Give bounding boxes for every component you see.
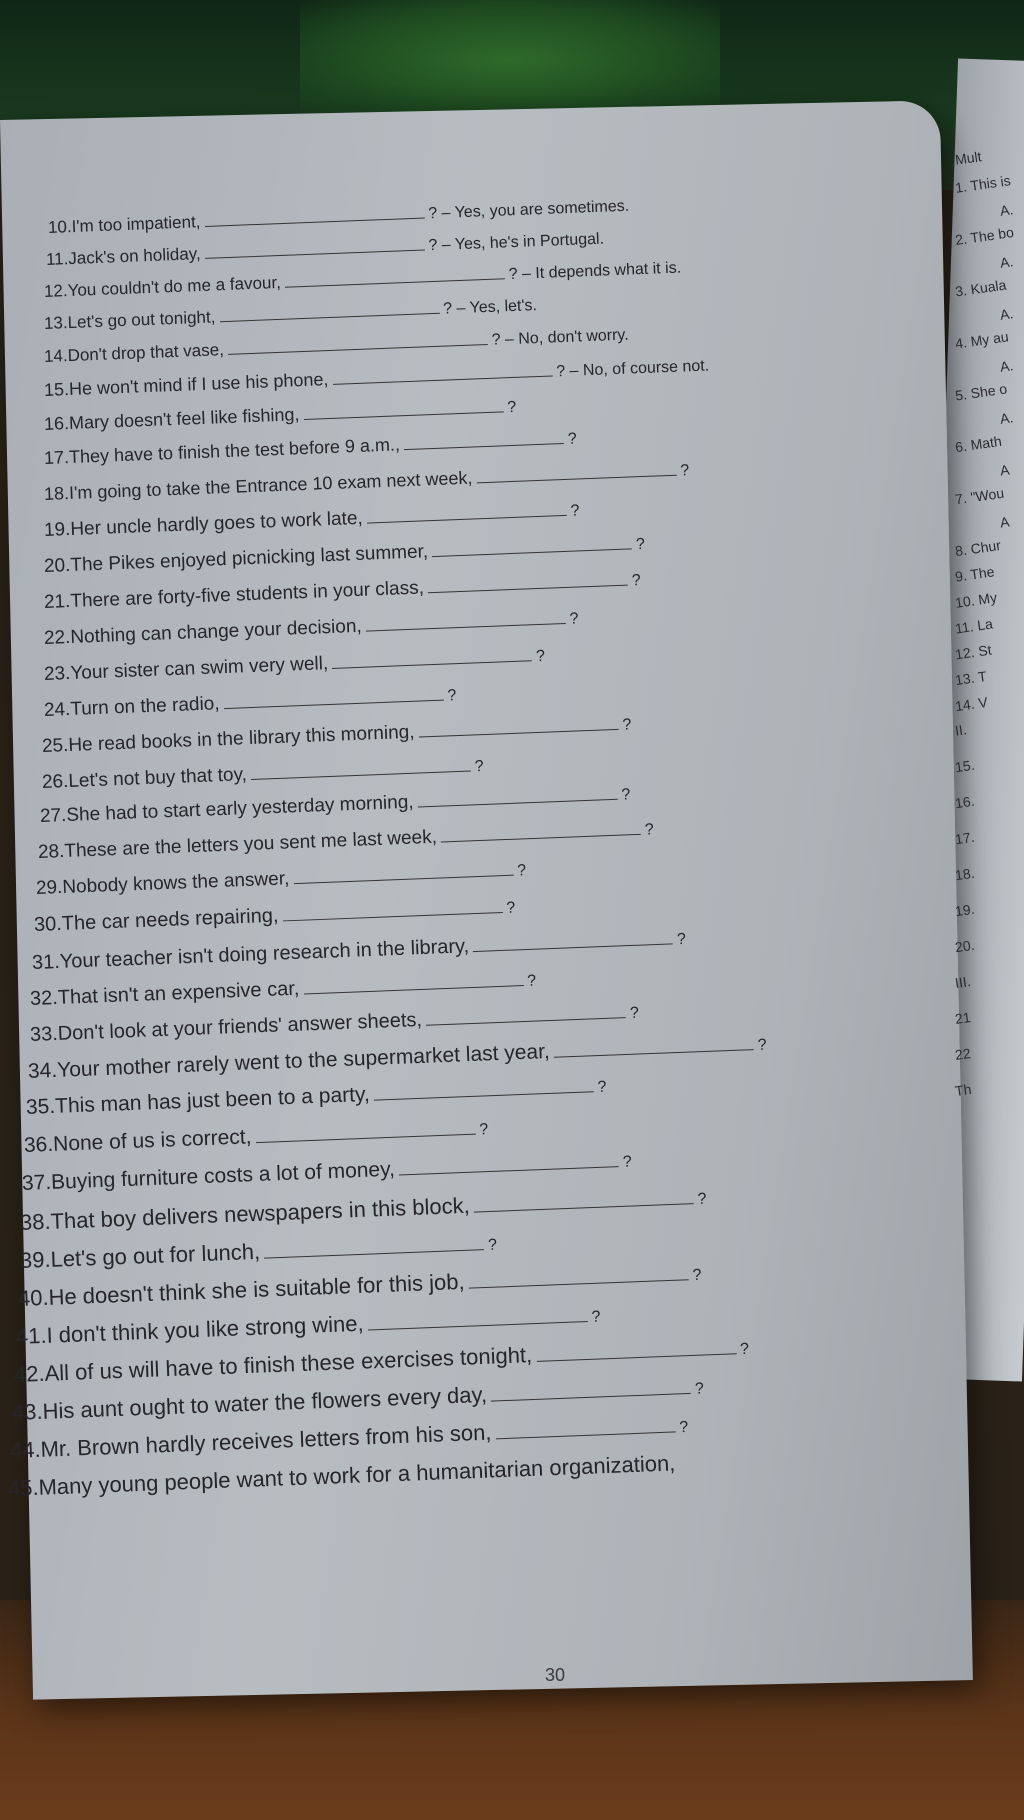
- facing-page-fragment: 17.: [953, 828, 976, 848]
- facing-page-fragment: A.: [998, 305, 1015, 323]
- answer-blank[interactable]: [441, 833, 641, 843]
- answer-blank[interactable]: [419, 728, 619, 738]
- item-number: 14.: [43, 346, 68, 366]
- item-response: ?: [506, 398, 517, 417]
- item-statement: I'm going to take the Entrance 10 exam next week,: [68, 467, 473, 504]
- item-response: ? – Yes, let's.: [442, 297, 538, 318]
- item-statement: You couldn't do me a favour,: [67, 272, 282, 301]
- item-response: ?: [679, 462, 690, 480]
- item-number: 23.: [43, 662, 71, 685]
- answer-blank[interactable]: [426, 1016, 626, 1026]
- item-response: ?: [567, 430, 578, 448]
- item-statement: The Pikes enjoyed picnicking last summer,: [69, 541, 429, 576]
- answer-blank[interactable]: [367, 514, 567, 524]
- item-response: ?: [644, 821, 655, 839]
- answer-blank[interactable]: [264, 1248, 484, 1258]
- facing-page-fragment: 20.: [953, 936, 976, 956]
- item-number: 29.: [35, 876, 63, 899]
- item-response: ?: [487, 1236, 498, 1255]
- page-number: 30: [545, 1665, 566, 1685]
- item-response: ? – Yes, he's in Portugal.: [428, 230, 605, 255]
- item-number: 28.: [37, 840, 65, 863]
- facing-page-fragment: II.: [953, 721, 968, 739]
- item-statement: All of us will have to finish these exercises tonight,: [44, 1342, 533, 1386]
- facing-page-fragment: 18.: [953, 864, 976, 884]
- item-statement: That boy delivers newspapers in this block,: [50, 1192, 471, 1234]
- item-statement: Nothing can change your decision,: [69, 615, 363, 648]
- item-number: 16.: [43, 413, 70, 434]
- answer-blank[interactable]: [473, 942, 673, 952]
- item-number: 35.: [25, 1094, 56, 1119]
- facing-page-fragment: 21: [953, 1008, 972, 1028]
- facing-page-fragment: Mult: [954, 148, 983, 168]
- item-number: 20.: [43, 554, 71, 577]
- answer-blank[interactable]: [474, 1202, 694, 1212]
- facing-page-fragment: 6. Math: [954, 432, 1003, 456]
- item-statement: He doesn't think she is suitable for this job,: [48, 1268, 466, 1310]
- item-number: 17.: [43, 447, 70, 468]
- answer-blank[interactable]: [432, 547, 632, 557]
- facing-page-fragment: A.: [998, 409, 1015, 427]
- facing-page-fragment: A.: [998, 253, 1015, 271]
- item-response: ?: [597, 1078, 607, 1097]
- item-number: 31.: [31, 950, 61, 974]
- item-response: ?: [676, 930, 687, 949]
- facing-page-fragment: A: [998, 461, 1011, 479]
- answer-blank[interactable]: [491, 1392, 691, 1402]
- facing-page-fragment: 15.: [953, 756, 976, 776]
- item-response: ?: [694, 1380, 705, 1398]
- item-number: 12.: [43, 281, 68, 301]
- item-response: ?: [631, 572, 641, 590]
- answer-blank[interactable]: [428, 584, 628, 594]
- item-number: 39.: [19, 1246, 52, 1273]
- item-number: 19.: [43, 518, 71, 541]
- facing-page-fragment: 4. My au: [954, 328, 1010, 352]
- answer-blank[interactable]: [418, 798, 618, 808]
- item-number: 13.: [43, 313, 68, 333]
- item-number: 36.: [23, 1132, 54, 1157]
- item-statement: Mary doesn't feel like fishing,: [68, 404, 300, 434]
- answer-blank[interactable]: [256, 1133, 476, 1143]
- answer-blank[interactable]: [554, 1048, 754, 1058]
- item-statement: Your teacher isn't doing research in the library,: [59, 935, 470, 973]
- facing-page-fragment: 3. Kuala: [954, 276, 1008, 300]
- answer-blank[interactable]: [283, 911, 503, 921]
- facing-page-fragment: 16.: [953, 792, 976, 812]
- item-response: ?: [526, 972, 537, 990]
- item-number: 43.: [11, 1398, 44, 1425]
- item-response: ?: [516, 862, 527, 880]
- item-statement: He read books in the library this morning,: [67, 721, 415, 756]
- answer-blank[interactable]: [293, 874, 513, 884]
- answer-blank[interactable]: [251, 770, 471, 780]
- item-statement: They have to finish the test before 9 a.m.,: [68, 434, 401, 468]
- item-statement: His aunt ought to water the flowers every day,: [42, 1381, 488, 1424]
- facing-page-fragment: 1. This is: [954, 172, 1012, 196]
- item-response: ?: [622, 716, 632, 734]
- item-statement: Don't drop that vase,: [67, 340, 225, 366]
- item-number: 41.: [15, 1322, 48, 1349]
- item-response: ? – No, don't worry.: [491, 326, 629, 349]
- item-statement: Your sister can swim very well,: [69, 653, 329, 684]
- answer-blank[interactable]: [368, 1320, 588, 1330]
- item-number: 45.: [7, 1474, 40, 1501]
- item-statement: Buying furniture costs a lot of money,: [50, 1157, 396, 1194]
- facing-page-fragment: 13. T: [954, 667, 988, 689]
- answer-blank[interactable]: [404, 442, 564, 450]
- item-number: 24.: [43, 698, 71, 721]
- item-number: 32.: [29, 986, 59, 1010]
- item-statement: Jack's on holiday,: [67, 244, 201, 269]
- item-statement: Don't look at your friends' answer sheets,: [57, 1008, 423, 1045]
- facing-page-fragment: 5. She o: [954, 380, 1009, 404]
- item-response: ?: [479, 1121, 489, 1139]
- item-statement: These are the letters you sent me last week,: [63, 826, 438, 862]
- item-number: 21.: [43, 590, 71, 613]
- answer-blank[interactable]: [366, 622, 566, 632]
- item-response: ? – It depends what it is.: [508, 259, 682, 284]
- facing-page-fragment: A.: [998, 357, 1015, 375]
- facing-page-fragment: 14. V: [954, 693, 989, 715]
- item-number: 40.: [17, 1284, 50, 1311]
- answer-blank[interactable]: [303, 984, 523, 994]
- item-statement: Let's not buy that toy,: [67, 764, 248, 792]
- facing-page-fragment: 22: [953, 1044, 972, 1064]
- answer-blank[interactable]: [224, 699, 444, 709]
- facing-page-fragment: 9. The: [954, 563, 996, 585]
- item-response: ?: [447, 687, 457, 705]
- item-number: 11.: [45, 249, 69, 269]
- item-number: 27.: [39, 804, 67, 827]
- item-response: ?: [679, 1418, 689, 1437]
- item-number: 30.: [33, 912, 63, 936]
- item-number: 37.: [21, 1170, 52, 1195]
- item-number: 34.: [27, 1058, 58, 1083]
- item-number: 26.: [41, 770, 69, 793]
- item-response: ?: [535, 647, 546, 666]
- item-statement: I'm too impatient,: [71, 212, 201, 237]
- item-statement: She had to start early yesterday morning,: [65, 791, 414, 826]
- facing-page-fragment: Th: [953, 1080, 973, 1100]
- item-response: ?: [474, 758, 484, 776]
- facing-page-fragment: A: [998, 513, 1011, 531]
- facing-page-fragment: A.: [998, 201, 1015, 219]
- item-number: 25.: [41, 734, 69, 757]
- facing-page-fragment: 10. My: [954, 589, 998, 611]
- item-number: 33.: [29, 1022, 59, 1046]
- answer-blank[interactable]: [332, 659, 532, 669]
- facing-page-fragment: 2. The bo: [954, 223, 1015, 249]
- item-number: 42.: [13, 1360, 46, 1387]
- item-statement: Mr. Brown hardly receives letters from his son,: [40, 1419, 492, 1462]
- item-response: ?: [757, 1036, 767, 1054]
- facing-page-fragment: 19.: [953, 900, 976, 920]
- item-statement: There are forty-five students in your class,: [69, 577, 425, 612]
- answer-blank[interactable]: [536, 1352, 736, 1362]
- item-statement: Her uncle hardly goes to work late,: [69, 507, 364, 540]
- facing-page-fragment: 11. La: [954, 615, 994, 637]
- answer-blank[interactable]: [399, 1165, 619, 1175]
- item-response: ?: [635, 535, 646, 554]
- item-statement: Turn on the radio,: [69, 693, 220, 720]
- item-statement: Let's go out tonight,: [67, 307, 216, 333]
- item-statement: The car needs repairing,: [61, 904, 279, 935]
- item-response: ?: [505, 899, 516, 917]
- item-response: ?: [591, 1308, 601, 1326]
- item-response: ?: [697, 1190, 707, 1208]
- item-statement: He won't mind if I use his phone,: [68, 369, 329, 400]
- item-number: 10.: [47, 217, 72, 237]
- item-response: ?: [621, 786, 631, 804]
- item-response: ?: [570, 502, 580, 520]
- item-number: 18.: [43, 483, 70, 504]
- item-response: ?: [622, 1153, 632, 1171]
- item-statement: Your mother rarely went to the supermarket last year,: [56, 1039, 551, 1082]
- item-response: ?: [692, 1266, 702, 1285]
- item-statement: None of us is correct,: [52, 1125, 252, 1156]
- item-number: 15.: [43, 379, 70, 400]
- item-statement: This man has just been to a party,: [54, 1082, 371, 1118]
- answer-blank[interactable]: [496, 1430, 676, 1439]
- item-response: ?: [629, 1004, 640, 1022]
- item-number: 44.: [9, 1436, 42, 1463]
- background-green-object: [300, 0, 720, 120]
- answer-blank[interactable]: [469, 1278, 689, 1288]
- item-response: ?: [739, 1340, 750, 1359]
- facing-page-fragment: III.: [953, 972, 972, 992]
- item-statement: Nobody knows the answer,: [61, 868, 290, 898]
- facing-page-fragment: 8. Chur: [954, 536, 1002, 560]
- item-statement: Many young people want to work for a humanitarian organization,: [38, 1450, 676, 1500]
- item-number: 22.: [43, 626, 71, 649]
- item-response: ?: [569, 610, 579, 628]
- item-statement: I don't think you like strong wine,: [46, 1310, 365, 1348]
- facing-page-fragment: 7. "Wou: [954, 484, 1005, 508]
- answer-blank[interactable]: [374, 1090, 594, 1100]
- item-statement: That isn't an expensive car,: [57, 977, 300, 1009]
- item-response: ? – No, of course not.: [555, 357, 710, 381]
- facing-page-fragment: 12. St: [954, 641, 993, 663]
- item-number: 38.: [19, 1208, 52, 1235]
- item-response: ? – Yes, you are sometimes.: [427, 197, 630, 223]
- item-statement: Let's go out for lunch,: [50, 1238, 261, 1272]
